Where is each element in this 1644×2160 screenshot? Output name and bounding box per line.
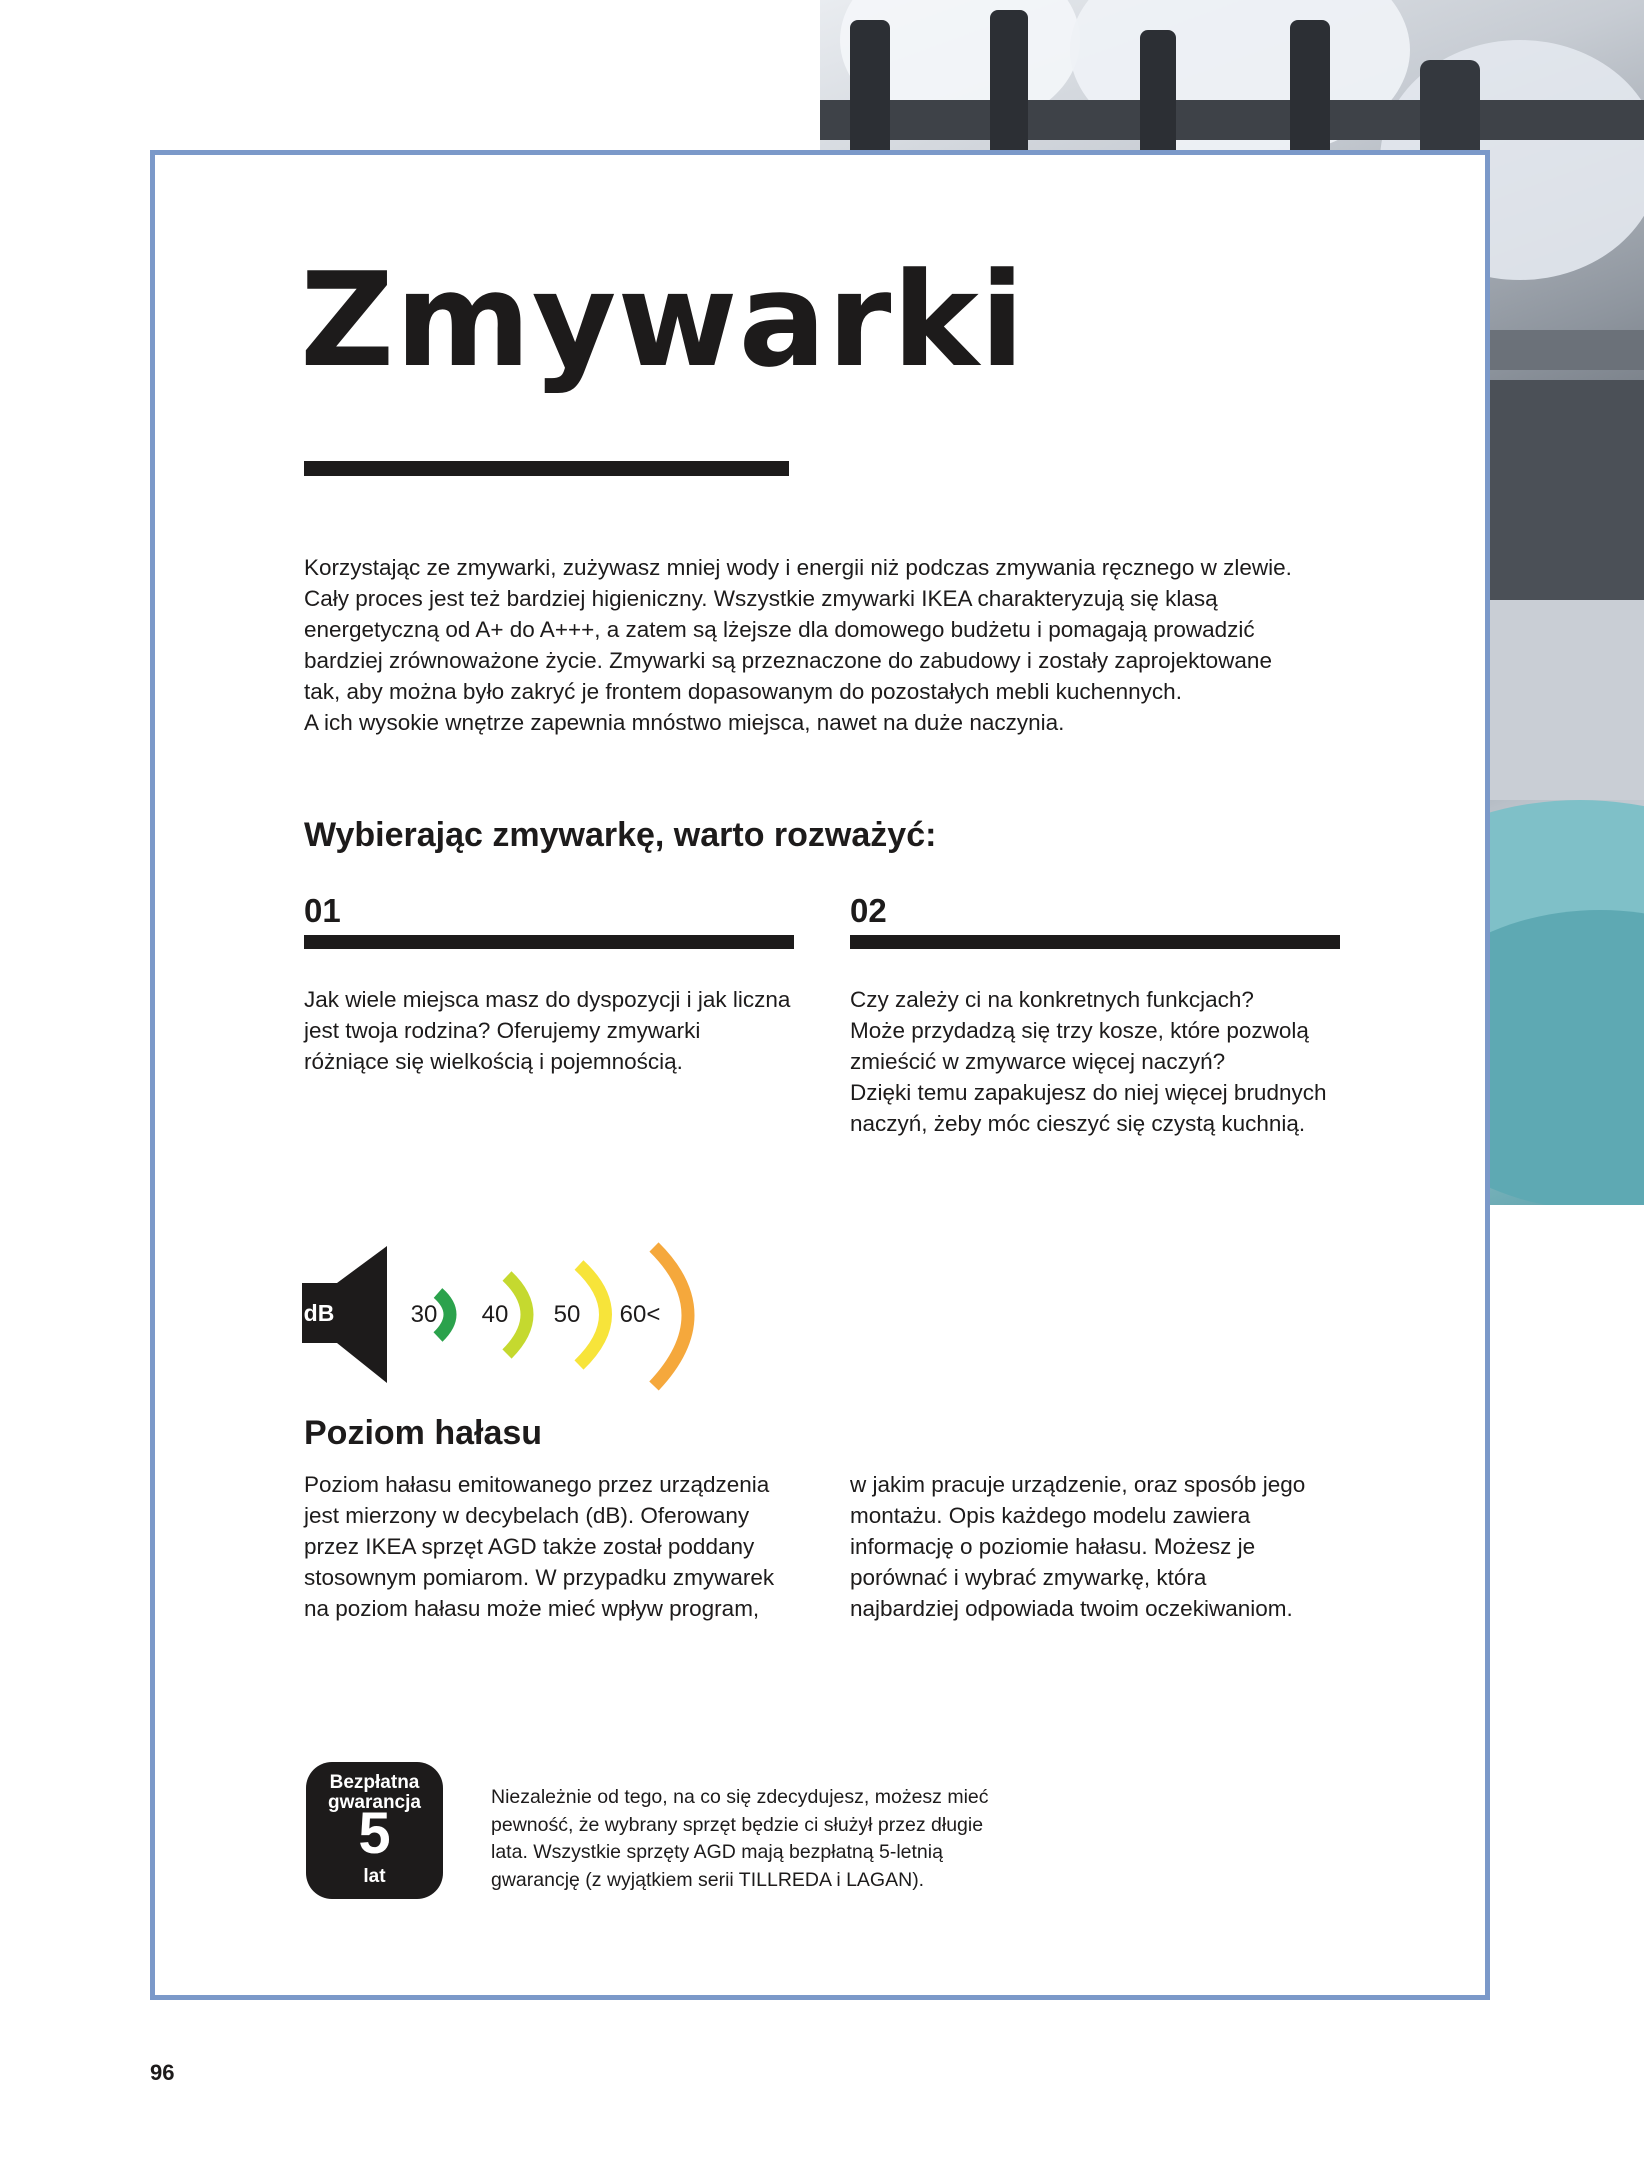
warranty-badge-line2: gwarancja: [328, 1792, 421, 1813]
warranty-badge-line1: Bezpłatna: [329, 1772, 420, 1793]
noise-line: najbardziej odpowiada twoim oczekiwaniom.: [850, 1596, 1293, 1621]
noise-line: w jakim pracuje urządzenie, oraz sposób jego: [850, 1472, 1306, 1497]
warranty-badge-unit: lat: [363, 1866, 386, 1887]
consideration-text-02: [850, 984, 1370, 1139]
meter-level-label-30: 30: [410, 1301, 438, 1328]
warranty-line: gwarancję (z wyjątkiem serii TILLREDA i LAGAN).: [491, 1868, 925, 1891]
noise-line: jest mierzony w decybelach (dB). Oferowany: [304, 1503, 750, 1528]
meter-level-label-60: 60<: [619, 1301, 661, 1328]
warranty-line: Niezależnie od tego, na co się zdecydujesz, możesz mieć: [491, 1786, 989, 1808]
consideration-line: Czy zależy ci na konkretnych funkcjach?: [850, 987, 1254, 1012]
page-number: 96: [150, 2060, 175, 2085]
consideration-line: Jak wiele miejsca masz do dyspozycji i jak liczna: [304, 987, 791, 1012]
intro-line: energetyczną od A+ do A+++, a zatem są lżejsze dla domowego budżetu i pomagają prowadzić: [304, 617, 1255, 642]
title-underline: [304, 461, 789, 476]
intro-line: Cały proces jest też bardziej higieniczny. Wszystkie zmywarki IKEA charakteryzują się klasą: [304, 586, 1218, 611]
consideration-line: różniące się wielkością i pojemnością.: [304, 1049, 683, 1074]
consideration-number-01: 01: [304, 892, 341, 929]
page-title: Zmywarki: [300, 244, 1026, 396]
noise-line: porównać i wybrać zmywarkę, która: [850, 1565, 1207, 1590]
noise-line: informację o poziomie hałasu. Możesz je: [850, 1534, 1256, 1559]
intro-line: Korzystając ze zmywarki, zużywasz mniej wody i energii niż podczas zmywania ręcznego w zlewie.: [304, 555, 1292, 580]
noise-text-col1: [304, 1469, 824, 1624]
noise-line: stosownym pomiarom. W przypadku zmywarek: [304, 1565, 775, 1590]
consideration-line: Może przydadzą się trzy kosze, które pozwolą: [850, 1018, 1309, 1043]
consideration-line: jest twoja rodzina? Oferujemy zmywarki: [304, 1018, 701, 1043]
warranty-text: [491, 1784, 1051, 1894]
consideration-rule-01: [304, 935, 794, 949]
intro-line: bardziej zrównoważone życie. Zmywarki są przeznaczone do zabudowy i zostały zaprojektowane: [304, 648, 1272, 673]
consideration-line: naczyń, żeby móc cieszyć się czystą kuchnią.: [850, 1111, 1306, 1136]
meter-arc-50: [579, 1265, 606, 1365]
consideration-line: zmieścić w zmywarce więcej naczyń?: [850, 1049, 1226, 1074]
consideration-line: Dzięki temu zapakujesz do niej więcej brudnych: [850, 1080, 1327, 1105]
consideration-text-01: [304, 984, 804, 1077]
intro-line: tak, aby można było zakryć je frontem dopasowanym do pozostałych mebli kuchennych.: [304, 679, 1182, 704]
consideration-number-02: 02: [850, 892, 887, 929]
consideration-rule-02: [850, 935, 1340, 949]
noise-line: montażu. Opis każdego modelu zawiera: [850, 1503, 1251, 1528]
meter-arc-30: [438, 1293, 450, 1337]
warranty-badge-number: 5: [358, 1801, 391, 1866]
meter-level-label-50: 50: [553, 1301, 581, 1328]
warranty-badge: [306, 1762, 443, 1899]
warranty-line: pewność, że wybrany sprzęt będzie ci służył przez długie: [491, 1813, 984, 1836]
noise-line: na poziom hałasu może mieć wpływ program,: [304, 1596, 760, 1621]
meter-unit-label: dB: [303, 1300, 335, 1326]
noise-line: przez IKEA sprzęt AGD także został poddany: [304, 1534, 755, 1559]
meter-level-label-40: 40: [481, 1301, 509, 1328]
intro-line: A ich wysokie wnętrze zapewnia mnóstwo miejsca, nawet na duże naczynia.: [304, 710, 1065, 735]
warranty-line: lata. Wszystkie sprzęty AGD mają bezpłatną 5-letnią: [491, 1841, 943, 1863]
noise-level-meter: [302, 1238, 702, 1398]
considerations-heading: Wybierając zmywarkę, warto rozważyć:: [304, 816, 937, 854]
noise-text-col2: [850, 1469, 1370, 1624]
intro-paragraph: [304, 552, 1364, 738]
noise-heading: Poziom hałasu: [304, 1414, 543, 1452]
meter-arc-40: [507, 1276, 527, 1354]
noise-line: Poziom hałasu emitowanego przez urządzenia: [304, 1472, 770, 1497]
